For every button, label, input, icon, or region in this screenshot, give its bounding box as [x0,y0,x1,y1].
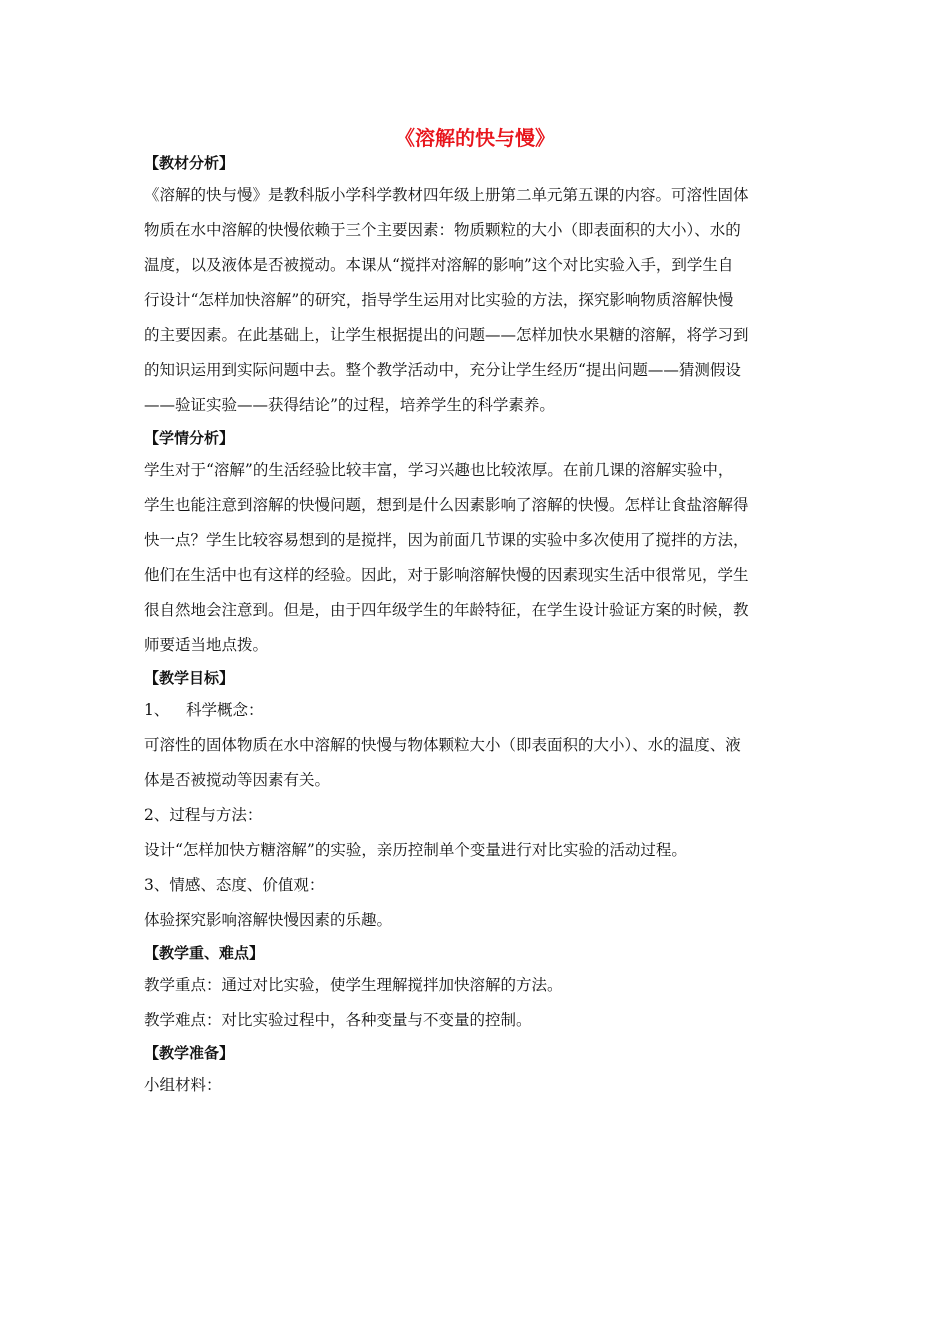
paragraph-line: 物质在水中溶解的快慢依赖于三个主要因素：物质颗粒的大小（即表面积的大小）、水的 [144,221,741,239]
goal-3-label: 3、情感、态度、价值观： [144,876,325,894]
group-materials-label: 小组材料： [144,1076,222,1094]
document-title: 《溶解的快与慢》 [395,126,555,150]
paragraph-line: 的知识运用到实际问题中去。整个教学活动中，充分让学生经历“提出问题——猜测假设 [144,361,741,379]
paragraph-line: 快一点？学生比较容易想到的是搅拌，因为前面几节课的实验中多次使用了搅拌的方法， [144,531,749,549]
goal-2-text: 设计“怎样加快方糖溶解”的实验，亲历控制单个变量进行对比实验的活动过程。 [144,841,687,859]
key-point-text: 教学重点：通过对比实验，使学生理解搅拌加快溶解的方法。 [144,976,563,994]
paragraph-line: ——验证实验——获得结论”的过程，培养学生的科学素养。 [144,396,555,414]
paragraph-line: 的主要因素。在此基础上，让学生根据提出的问题——怎样加快水果糖的溶解，将学习到 [144,326,749,344]
paragraph-line: 学生也能注意到溶解的快慢问题，想到是什么因素影响了溶解的快慢。怎样让食盐溶解得 [144,496,749,514]
paragraph-line: 《溶解的快与慢》是教科版小学科学教材四年级上册第二单元第五课的内容。可溶性固体 [144,186,749,204]
paragraph-line: 可溶性的固体物质在水中溶解的快慢与物体颗粒大小（即表面积的大小）、水的温度、液 [144,736,741,754]
goal-3-text: 体验探究影响溶解快慢因素的乐趣。 [144,911,393,929]
textbook-analysis-paragraph [144,178,812,423]
section-heading-key-difficult-points: 【教学重、难点】 [144,944,265,962]
paragraph-line: 体是否被搅动等因素有关。 [144,771,331,789]
section-heading-textbook-analysis: 【教材分析】 [144,154,235,172]
goal-1-label [144,693,812,728]
paragraph-line: 师要适当地点拨。 [144,636,269,654]
paragraph-line: 他们在生活中也有这样的经验。因此，对于影响溶解快慢的因素现实生活中很常见，学生 [144,566,749,584]
section-heading-student-analysis: 【学情分析】 [144,429,235,447]
goal-2-label: 2、过程与方法： [144,806,263,824]
paragraph-line: 学生对于“溶解”的生活经验比较丰富，学习兴趣也比较浓厚。在前几课的溶解实验中， [144,461,734,479]
section-heading-teaching-goals: 【教学目标】 [144,669,235,687]
goal-1-title: 科学概念： [186,701,264,719]
paragraph-line: 温度，以及液体是否被搅动。本课从“搅拌对溶解的影响”这个对比实验入手，到学生自 [144,256,734,274]
document-body [144,148,812,1103]
difficult-point-text: 教学难点：对比实验过程中，各种变量与不变量的控制。 [144,1011,532,1029]
section-heading-teaching-preparation: 【教学准备】 [144,1044,235,1062]
paragraph-line: 行设计“怎样加快溶解”的研究，指导学生运用对比实验的方法，探究影响物质溶解快慢 [144,291,734,309]
goal-1-number: 1、 [144,701,170,719]
student-analysis-paragraph [144,453,812,663]
paragraph-line: 很自然地会注意到。但是，由于四年级学生的年龄特征，在学生设计验证方案的时候，教 [144,601,749,619]
